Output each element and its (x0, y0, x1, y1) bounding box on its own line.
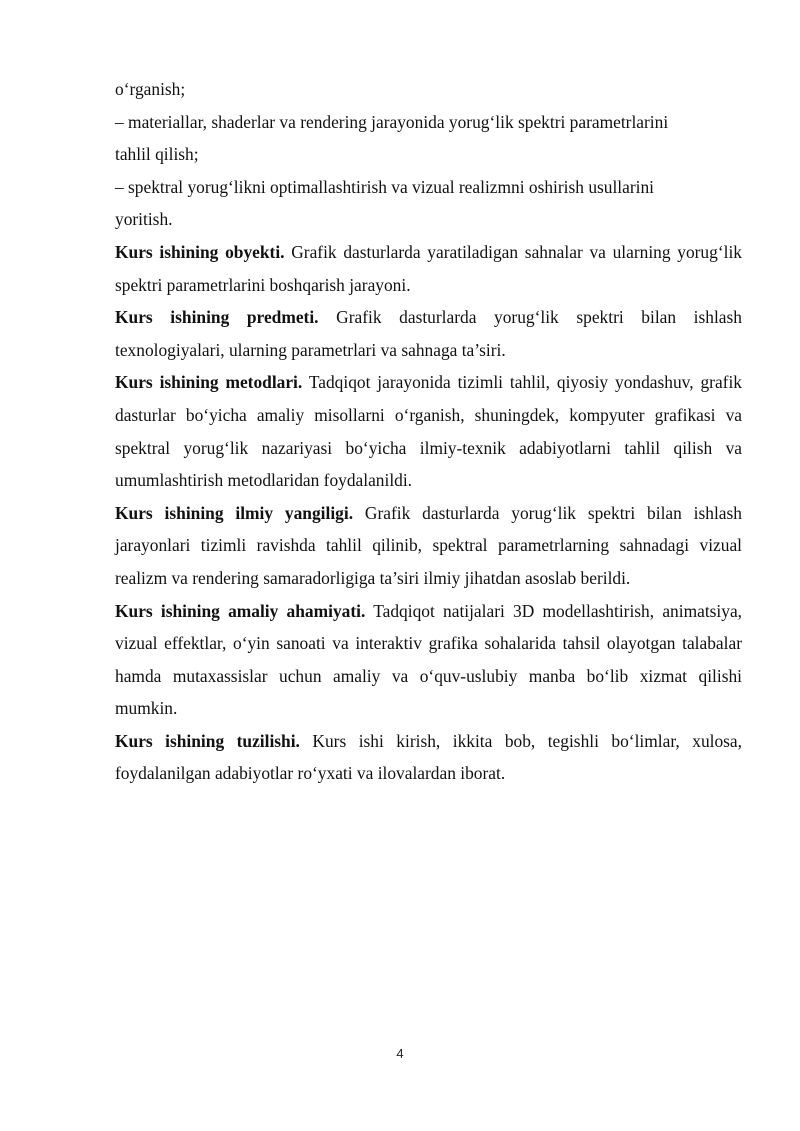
section-text: Grafik dasturlarda yaratiladigan sahnalar va ularning yorug‘lik spektri parametrlarini boshqarish jarayoni. (115, 241, 742, 295)
section-novelty (115, 497, 742, 595)
section-structure (115, 725, 742, 790)
intro-line: – spektral yorug‘likni optimallashtirish va vizual realizmni oshirish usullarini (115, 176, 655, 197)
section-label: Kurs ishining ilmiy yangiligi. (115, 502, 354, 523)
intro-line: – materiallar, shaderlar va rendering jarayonida yorug‘lik spektri parametrlarini (115, 111, 669, 132)
section-label: Kurs ishining predmeti. (115, 307, 319, 328)
section-label: Kurs ishining obyekti. (115, 241, 285, 262)
section-label: Kurs ishining tuzilishi. (115, 730, 300, 751)
section-label: Kurs ishining amaliy ahamiyati. (115, 600, 366, 621)
page-number: 4 (396, 1046, 404, 1061)
section-text: Grafik dasturlarda yorug‘lik spektri bilan ishlash texnologiyalari, ularning parametrlari va sahnaga ta’siri. (115, 307, 742, 360)
section-subject (115, 301, 742, 366)
section-object (115, 236, 742, 301)
section-label: Kurs ishining metodlari. (115, 372, 303, 393)
section-practical-value (115, 595, 742, 725)
section-methods (115, 366, 742, 496)
intro-line: tahlil qilish; (115, 144, 199, 165)
page-body (115, 73, 742, 790)
section-text: Kurs ishi kirish, ikkita bob, tegishli bo‘limlar, xulosa, foydalanilgan adabiyotlar ro‘yxati va ilovalardan iborat. (115, 730, 742, 784)
section-text: Tadqiqot natijalari 3D modellashtirish, animatsiya, vizual effektlar, o‘yin sanoati va interaktiv grafika sohalarida tahsil olayotgan talabalar hamda mutaxassislar uchun amaliy va o‘quv-uslubiy manba bo‘lib xizmat qilishi mumkin. (115, 600, 743, 719)
intro-line: o‘rganish; (115, 79, 186, 99)
intro-line: yoritish. (115, 209, 173, 230)
section-text: Grafik dasturlarda yorug‘lik spektri bilan ishlash jarayonlari tizimli ravishda tahlil qilinib, spektral parametrlarning sahnadagi vizual realizm va rendering samaradorligiga ta’siri ilmiy jihatdan asoslab berildi. (115, 502, 742, 588)
section-text: Tadqiqot jarayonida tizimli tahlil, qiyosiy yondashuv, grafik dasturlar bo‘yicha amaliy misollarni o‘rganish, shuningdek, kompyuter grafikasi va spektral yorug‘lik nazariyasi bo‘yicha ilmiy-texnik adabiyotlarni tahlil qilish va umumlashtirish metodlaridan foydalanildi. (115, 372, 742, 491)
